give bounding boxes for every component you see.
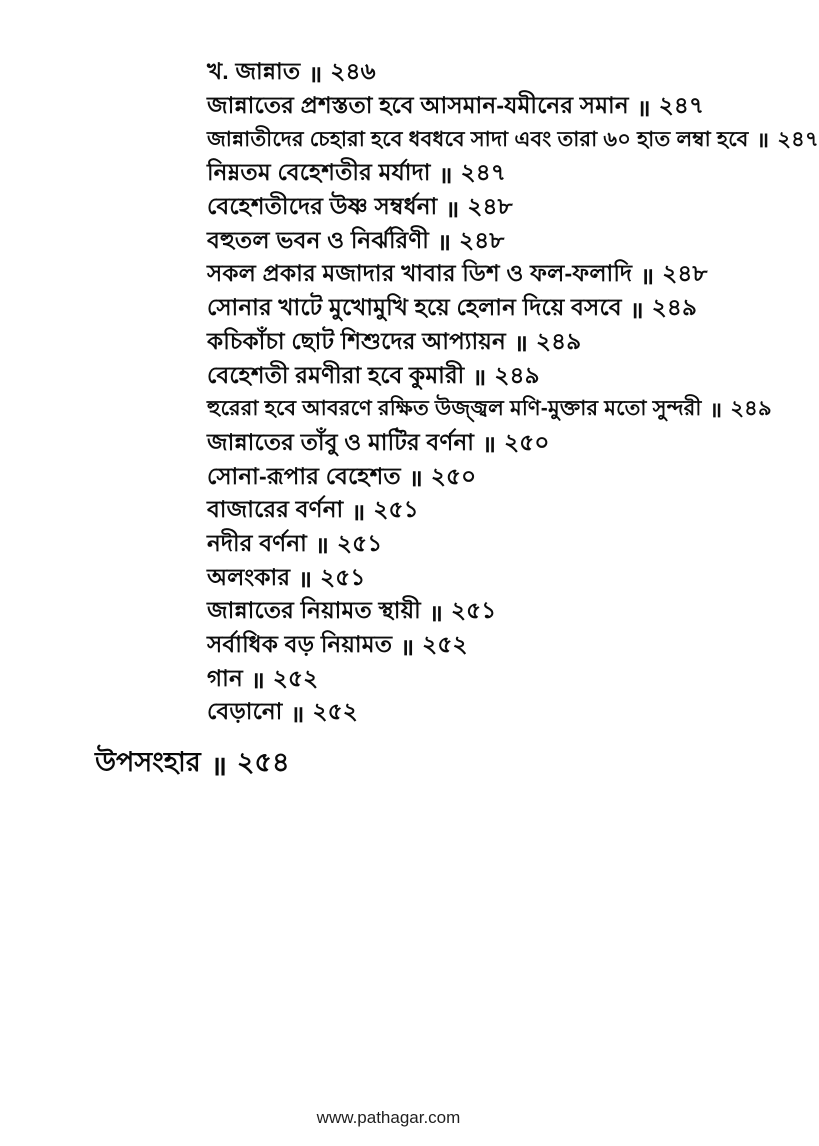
- danda-separator: ॥: [250, 667, 265, 694]
- toc-entry: [207, 427, 767, 461]
- toc-entry: [207, 696, 767, 730]
- toc-entry-title: খ. জান্নাত: [207, 58, 301, 85]
- toc-entry: [207, 494, 767, 528]
- danda-separator: ॥: [314, 532, 329, 559]
- toc-entry: [207, 561, 767, 595]
- toc-entry-page: ২৫০: [430, 462, 477, 489]
- toc-entry: [207, 56, 767, 90]
- toc-entry: [207, 595, 767, 629]
- toc-entry-title: সকল প্রকার মজাদার খাবার ডিশ ও ফল-ফলাদি: [207, 260, 633, 287]
- danda-separator: ॥: [640, 262, 655, 289]
- toc-entry-page: ২৫২: [312, 698, 358, 725]
- toc-entry-title: জান্নাতের নিয়ামত স্থায়ী: [207, 597, 421, 624]
- toc-entry: [207, 191, 767, 225]
- danda-separator: ॥: [308, 60, 323, 87]
- toc-entry-title: জান্নাতীদের চেহারা হবে ধবধবে সাদা এবং তারা ৬০ হাত লম্বা হবে: [207, 127, 749, 151]
- toc-entry: [207, 629, 767, 663]
- danda-separator: ॥: [472, 364, 487, 391]
- footer-url: www.pathagar.com: [316, 1108, 461, 1127]
- toc-entry: [207, 90, 767, 124]
- toc-entry-page: ২৪৯: [730, 397, 772, 421]
- toc-entry-title: বেহেশতী রমণীরা হবে কুমারী: [207, 361, 465, 388]
- toc-entry-title: বহুতল ভবন ও নির্ঝরিণী: [207, 226, 430, 253]
- toc-entry-page: ২৫১: [373, 496, 419, 523]
- table-of-contents: [207, 56, 819, 730]
- toc-entry: [207, 224, 767, 258]
- toc-entry-page: ২৪৭: [460, 159, 507, 186]
- danda-separator: ॥: [636, 94, 651, 121]
- danda-separator: ॥: [408, 465, 423, 492]
- toc-entry-title: জান্নাতের তাঁবু ও মাটির বর্ণনা: [207, 428, 475, 455]
- danda-separator: ॥: [629, 296, 644, 323]
- danda-separator: ॥: [438, 161, 453, 188]
- toc-entry: [207, 326, 767, 360]
- toc-entry-title: নদীর বর্ণনা: [207, 529, 307, 556]
- danda-separator: ॥: [351, 498, 366, 525]
- danda-separator: ॥: [756, 129, 770, 153]
- toc-entry: [207, 123, 819, 157]
- toc-entry-title: অলংকার: [207, 563, 291, 590]
- danda-separator: ॥: [514, 330, 528, 357]
- conclusion-title: উপসংহার: [95, 747, 201, 777]
- toc-entry-title: গান: [207, 664, 243, 691]
- toc-entry: [207, 359, 767, 393]
- toc-entry: [207, 460, 767, 494]
- toc-entry-page: ২৫১: [450, 597, 497, 624]
- danda-separator: ॥: [482, 431, 497, 458]
- danda-separator: ॥: [298, 566, 313, 593]
- toc-entry: [207, 292, 767, 326]
- conclusion-page: ২৫৪: [236, 747, 290, 777]
- toc-entry-title: সোনার খাটে মুখোমুখি হয়ে হেলান দিয়ে বসবে: [207, 294, 622, 321]
- toc-entry-title: বেহেশতীদের উষ্ণ সম্বর্ধনা: [207, 193, 438, 220]
- toc-entry-title: সোনা-রূপার বেহেশত: [207, 462, 401, 489]
- toc-entry: [207, 528, 767, 562]
- conclusion-heading: [95, 742, 289, 787]
- toc-entry-title: সর্বাধিক বড় নিয়ামত: [207, 631, 393, 658]
- toc-entry: [207, 258, 767, 292]
- toc-entry-page: ২৫২: [272, 664, 319, 691]
- toc-entry-title: বাজারের বর্ণনা: [207, 496, 344, 523]
- danda-separator: ॥: [428, 599, 443, 626]
- toc-entry-title: জান্নাতের প্রশস্ততা হবে আসমান-যমীনের সমান: [207, 92, 629, 119]
- toc-entry-page: ২৪৭: [658, 92, 705, 119]
- toc-entry-page: ২৫১: [336, 529, 383, 556]
- toc-entry-page: ২৪৯: [651, 294, 698, 321]
- toc-entry-title: হুরেরা হবে আবরণে রক্ষিত উজ্জ্বল মণি-মুক্তার মতো সুন্দরী: [207, 397, 702, 421]
- toc-entry-title: কচিকাঁচা ছোট শিশুদের আপ্যায়ন: [207, 327, 506, 354]
- toc-entry-page: ২৫২: [422, 631, 468, 658]
- toc-entry-page: ২৪৯: [494, 361, 540, 388]
- danda-separator: ॥: [437, 229, 452, 256]
- toc-entry-page: ২৪৮: [467, 193, 513, 220]
- toc-entry-title: নিম্নতম বেহেশতীর মর্যাদা: [207, 159, 431, 186]
- toc-entry-page: ২৫০: [504, 428, 550, 455]
- toc-entry-page: ২৪৮: [459, 226, 505, 253]
- danda-separator: ॥: [445, 195, 460, 222]
- toc-entry: [207, 662, 767, 696]
- toc-entry-page: ২৪৯: [535, 327, 582, 354]
- danda-separator: ॥: [400, 633, 415, 660]
- toc-entry: [207, 157, 767, 191]
- toc-entry-title: বেড়ানো: [207, 698, 283, 725]
- danda-separator: ॥: [210, 751, 227, 781]
- toc-entry-page: ২৪৬: [330, 58, 376, 85]
- danda-separator: ॥: [290, 700, 305, 727]
- toc-entry: [207, 393, 772, 427]
- toc-entry-page: ২৪৮: [662, 260, 708, 287]
- toc-entry-page: ২৪৭: [777, 127, 819, 151]
- toc-entry-page: ২৫১: [320, 563, 366, 590]
- danda-separator: ॥: [709, 398, 723, 422]
